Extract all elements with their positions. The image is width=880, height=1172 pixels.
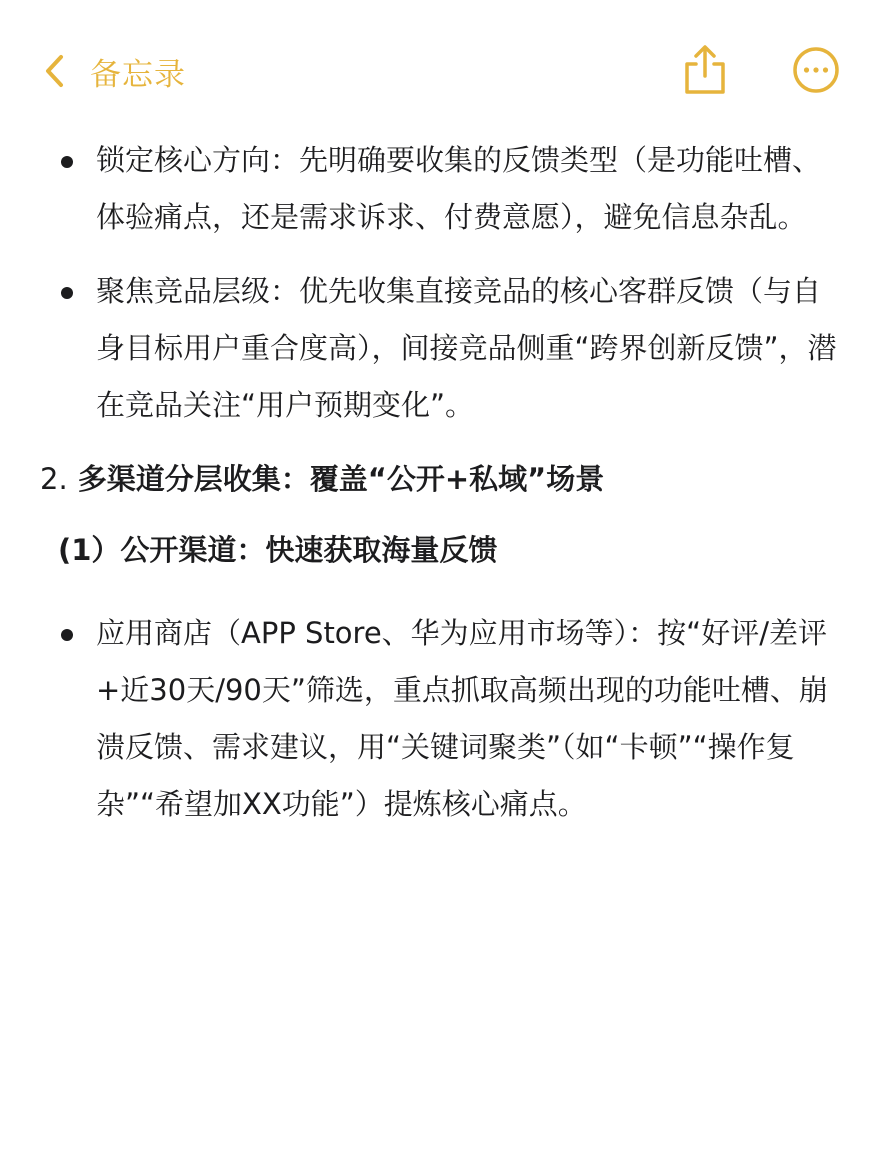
back-label: 备忘录 [90,56,186,93]
chevron-left-icon [44,54,64,88]
share-button[interactable] [682,44,728,96]
list-item [0,132,880,246]
note-content[interactable] [0,132,880,850]
ellipsis-circle-icon [792,46,840,94]
more-button[interactable] [792,46,840,94]
list-item-text: 锁定核心方向：先明确要收集的反馈类型（是功能吐槽、体验痛点，还是需求诉求、付费意愿），避免信息杂乱。 [96,143,822,234]
list-item [0,605,880,833]
bullet-dot [61,156,73,168]
bullet-dot [61,287,73,299]
section-title: 多渠道分层收集：覆盖“公开+私域”场景 [77,462,605,496]
share-icon [682,44,728,96]
section-heading [0,451,880,508]
list-item [0,263,880,434]
navigation-bar [0,0,880,140]
back-button[interactable] [44,44,186,98]
list-item-text: 应用商店（APP Store、华为应用市场等）：按“好评/差评+近30天/90天”筛选，重点抓取高频出现的功能吐槽、崩溃反馈、需求建议，用“关键词聚类”（如“卡顿”“操作复杂”“希望加XX功能”）提炼核心痛点。 [96,616,828,821]
bullet-dot [61,629,73,641]
section-number: 2. [40,462,68,496]
list-item-text: 聚焦竞品层级：优先收集直接竞品的核心客群反馈（与自身目标用户重合度高），间接竞品侧重“跨界创新反馈”，潜在竞品关注“用户预期变化”。 [96,274,837,422]
subsection-heading: (1）公开渠道：快速获取海量反馈 [58,533,498,567]
